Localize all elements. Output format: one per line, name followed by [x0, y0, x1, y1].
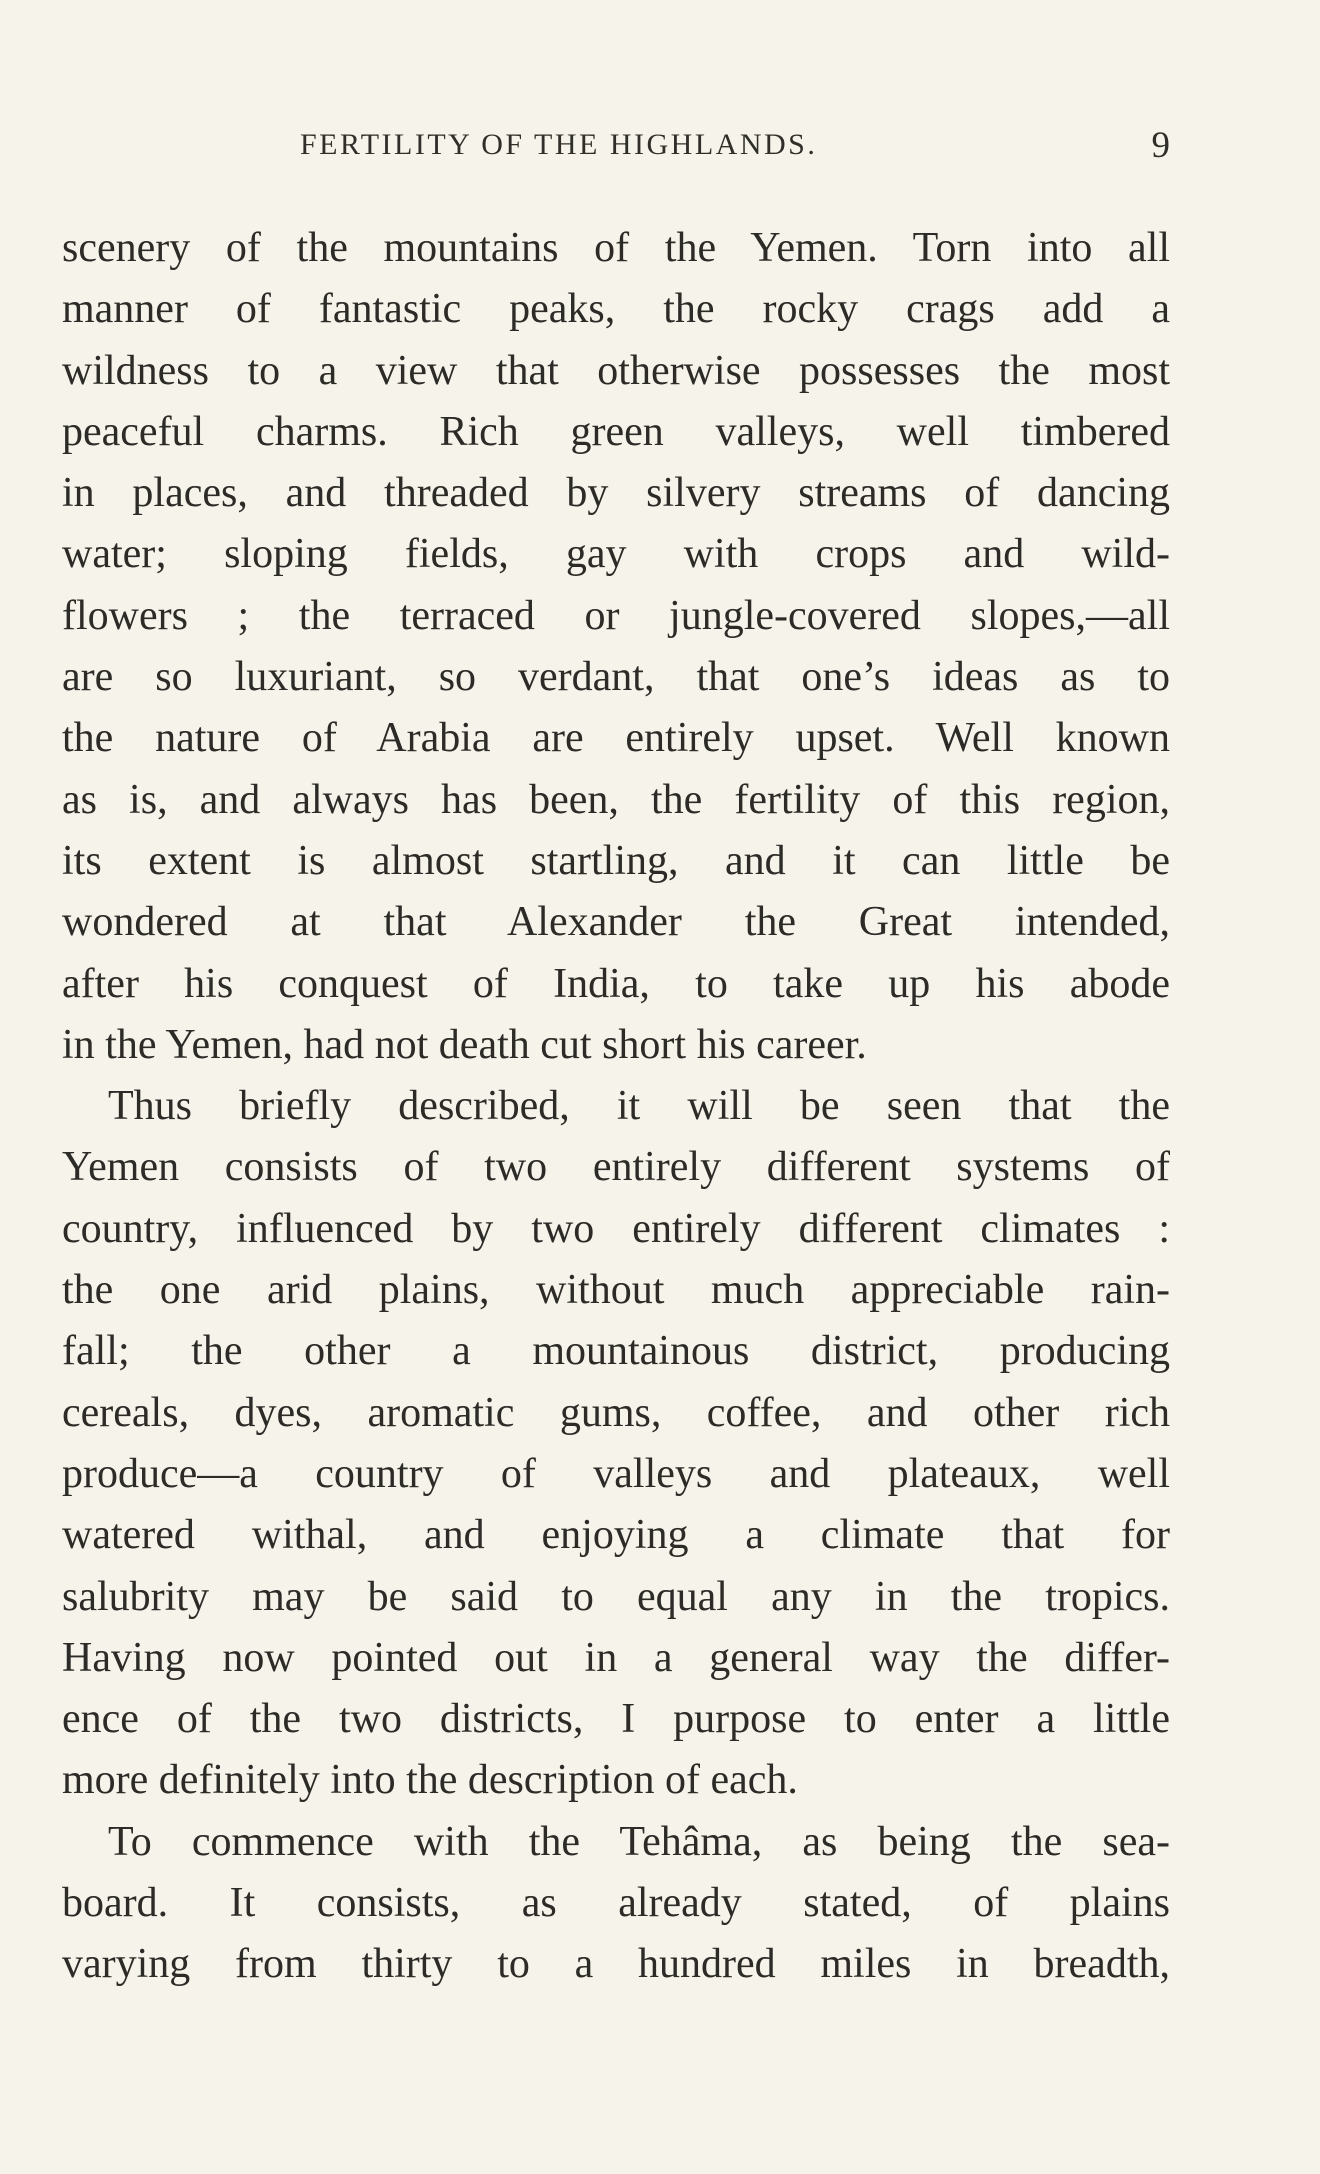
- running-title: FERTILITY OF THE HIGHLANDS.: [300, 128, 818, 161]
- text-line: in places, and threaded by silvery streams of dancing: [62, 470, 1170, 517]
- text-line: fall; the other a mountainous district, producing: [62, 1328, 1170, 1375]
- text-line: water; sloping fields, gay with crops and wild-: [62, 531, 1170, 578]
- text-line: in the Yemen, had not death cut short his career.: [62, 1021, 867, 1068]
- text-line: watered withal, and enjoying a climate that for: [62, 1512, 1170, 1559]
- text-line: ence of the two districts, I purpose to enter a little: [62, 1696, 1170, 1743]
- text-line: To commence with the Tehâma, as being the sea-: [108, 1818, 1170, 1865]
- text-line: after his conquest of India, to take up his abode: [62, 960, 1170, 1007]
- text-line: wildness to a view that otherwise possesses the most: [62, 347, 1170, 394]
- text-line: cereals, dyes, aromatic gums, coffee, and other rich: [62, 1389, 1170, 1436]
- text-line: varying from thirty to a hundred miles in breadth,: [62, 1941, 1170, 1988]
- page-number: 9: [1151, 125, 1170, 166]
- text-line: country, influenced by two entirely different climates :: [62, 1205, 1170, 1252]
- text-line: as is, and always has been, the fertility of this region,: [62, 776, 1170, 823]
- text-line: peaceful charms. Rich green valleys, well timbered: [62, 408, 1170, 455]
- text-line: board. It consists, as already stated, of plains: [62, 1880, 1170, 1927]
- text-line: Thus briefly described, it will be seen that the: [108, 1083, 1170, 1130]
- text-line: wondered at that Alexander the Great intended,: [62, 899, 1170, 946]
- text-line: more definitely into the description of each.: [62, 1757, 798, 1804]
- text-line: manner of fantastic peaks, the rocky crags add a: [62, 286, 1170, 333]
- text-line: salubrity may be said to equal any in the tropics.: [62, 1573, 1170, 1620]
- text-line: scenery of the mountains of the Yemen. Torn into all: [62, 225, 1170, 271]
- text-line: the one arid plains, without much appreciable rain-: [62, 1267, 1170, 1314]
- text-line: are so luxuriant, so verdant, that one’s ideas as to: [62, 654, 1170, 701]
- text-line: flowers ; the terraced or jungle-covered slopes,—all: [62, 592, 1170, 639]
- text-line: produce—a country of valleys and plateaux, well: [62, 1450, 1170, 1497]
- text-line: Having now pointed out in a general way the differ-: [62, 1634, 1170, 1681]
- body-text: [62, 218, 1170, 1996]
- text-line: the nature of Arabia are entirely upset. Well known: [62, 715, 1170, 762]
- running-head: [62, 125, 1170, 172]
- text-line: Yemen consists of two entirely different systems of: [62, 1144, 1170, 1191]
- text-line: its extent is almost startling, and it can little be: [62, 837, 1170, 884]
